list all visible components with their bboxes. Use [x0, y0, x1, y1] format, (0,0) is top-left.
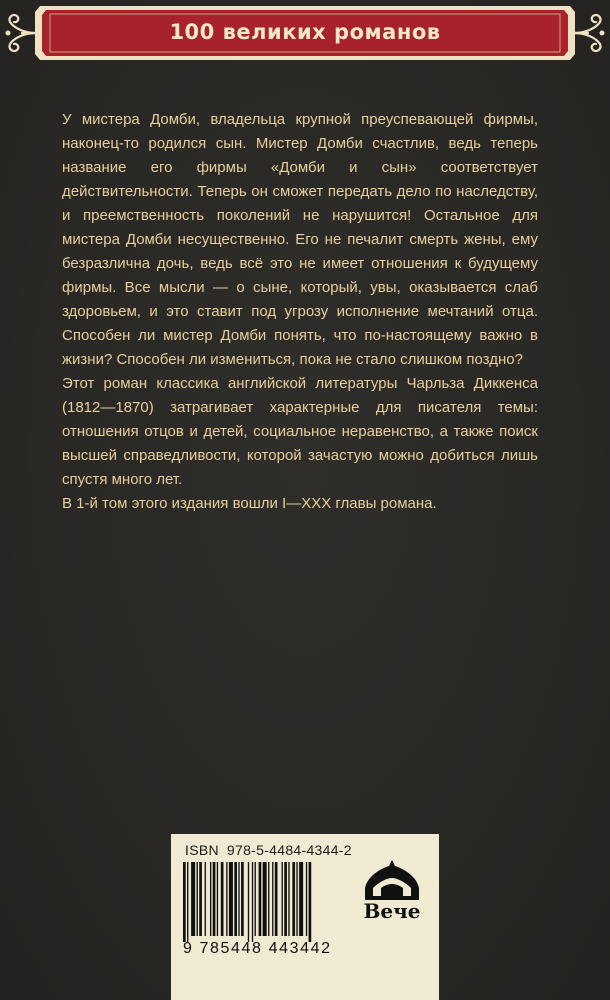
- barcode-bar: [241, 862, 244, 936]
- barcode-bar: [309, 862, 312, 942]
- barcode-bar: [199, 862, 202, 936]
- publisher-name: Вече: [363, 899, 421, 923]
- onion-dome-icon: [359, 858, 425, 902]
- barcode-bar: [217, 862, 218, 936]
- series-banner: [0, 0, 610, 70]
- barcode-bar: [268, 862, 269, 936]
- barcode-sticker: [171, 834, 439, 1000]
- barcode-bar: [306, 862, 307, 936]
- series-title: 100 великих романов: [169, 20, 441, 44]
- barcode-bar: [255, 862, 256, 936]
- barcode-bar: [187, 862, 188, 942]
- barcode-bar: [284, 862, 287, 936]
- isbn-number: 978-5-4484-4344-2: [226, 842, 352, 858]
- barcode-bar: [226, 862, 227, 936]
- barcode-bar: [275, 862, 278, 936]
- barcode-bar: [292, 862, 295, 936]
- barcode-bar: [191, 862, 195, 936]
- barcode-icon: [183, 862, 351, 942]
- barcode-bar: [238, 862, 239, 936]
- isbn-label: ISBN: [185, 842, 219, 858]
- barcode-bar: [229, 862, 233, 936]
- barcode-bar: [197, 862, 198, 936]
- annotation-paragraph: В 1-й том этого издания вошли I—XXX главы романа.: [62, 495, 437, 512]
- barcode-bar: [213, 862, 216, 936]
- barcode-bar: [210, 862, 211, 936]
- barcode-bar: [263, 862, 267, 936]
- annotation-paragraph: У мистера Домби, владельца крупной преуспевающей фирмы, наконец-то родился сын. Мистер Домби счастлив, ведь теперь название его фирмы «Домби и сын» соответствует действительности. Теперь он сможет передать дело по наследству, и преемственность поколений не нарушится! Остальное для мистера Домби несущественно. Его не печалит смерть жены, ему безразлична дочь, ведь всё это не имеет отношения к будущему фирмы. Все мысли — о сыне, который, увы, оказывается слаб здоровьем, и это ставит под угрозу исполнение мечтаний отца. Способен ли мистер Домби понять, что по-настоящему важно в жизни? Способен ли измениться, пока не стало слишком поздно?: [62, 111, 538, 368]
- barcode-bar: [234, 862, 237, 936]
- barcode-bar: [205, 862, 206, 936]
- isbn-line: [185, 842, 352, 858]
- barcode-bar: [252, 862, 253, 942]
- barcode-digits: 9 785448 443442: [183, 940, 332, 957]
- barcode-bar: [288, 862, 289, 936]
- barcode-bar: [259, 862, 262, 936]
- barcode-bar: [248, 862, 249, 942]
- book-annotation: [62, 108, 538, 516]
- barcode-bar: [296, 862, 297, 936]
- barcode-bar: [282, 862, 283, 936]
- barcode-bar: [221, 862, 224, 936]
- annotation-paragraph: Этот роман классика английской литературы Чарльза Диккенса (1812—1870) затрагивает характерные для писателя темы: отношения отцов и детей, социальное неравенство, а также поиск высшей справедливости, которой зачастую можно добиться лишь спустя много лет.: [62, 375, 538, 488]
- barcode-bar: [299, 862, 303, 936]
- barcode-bar: [272, 862, 273, 936]
- barcode-bar: [183, 862, 186, 942]
